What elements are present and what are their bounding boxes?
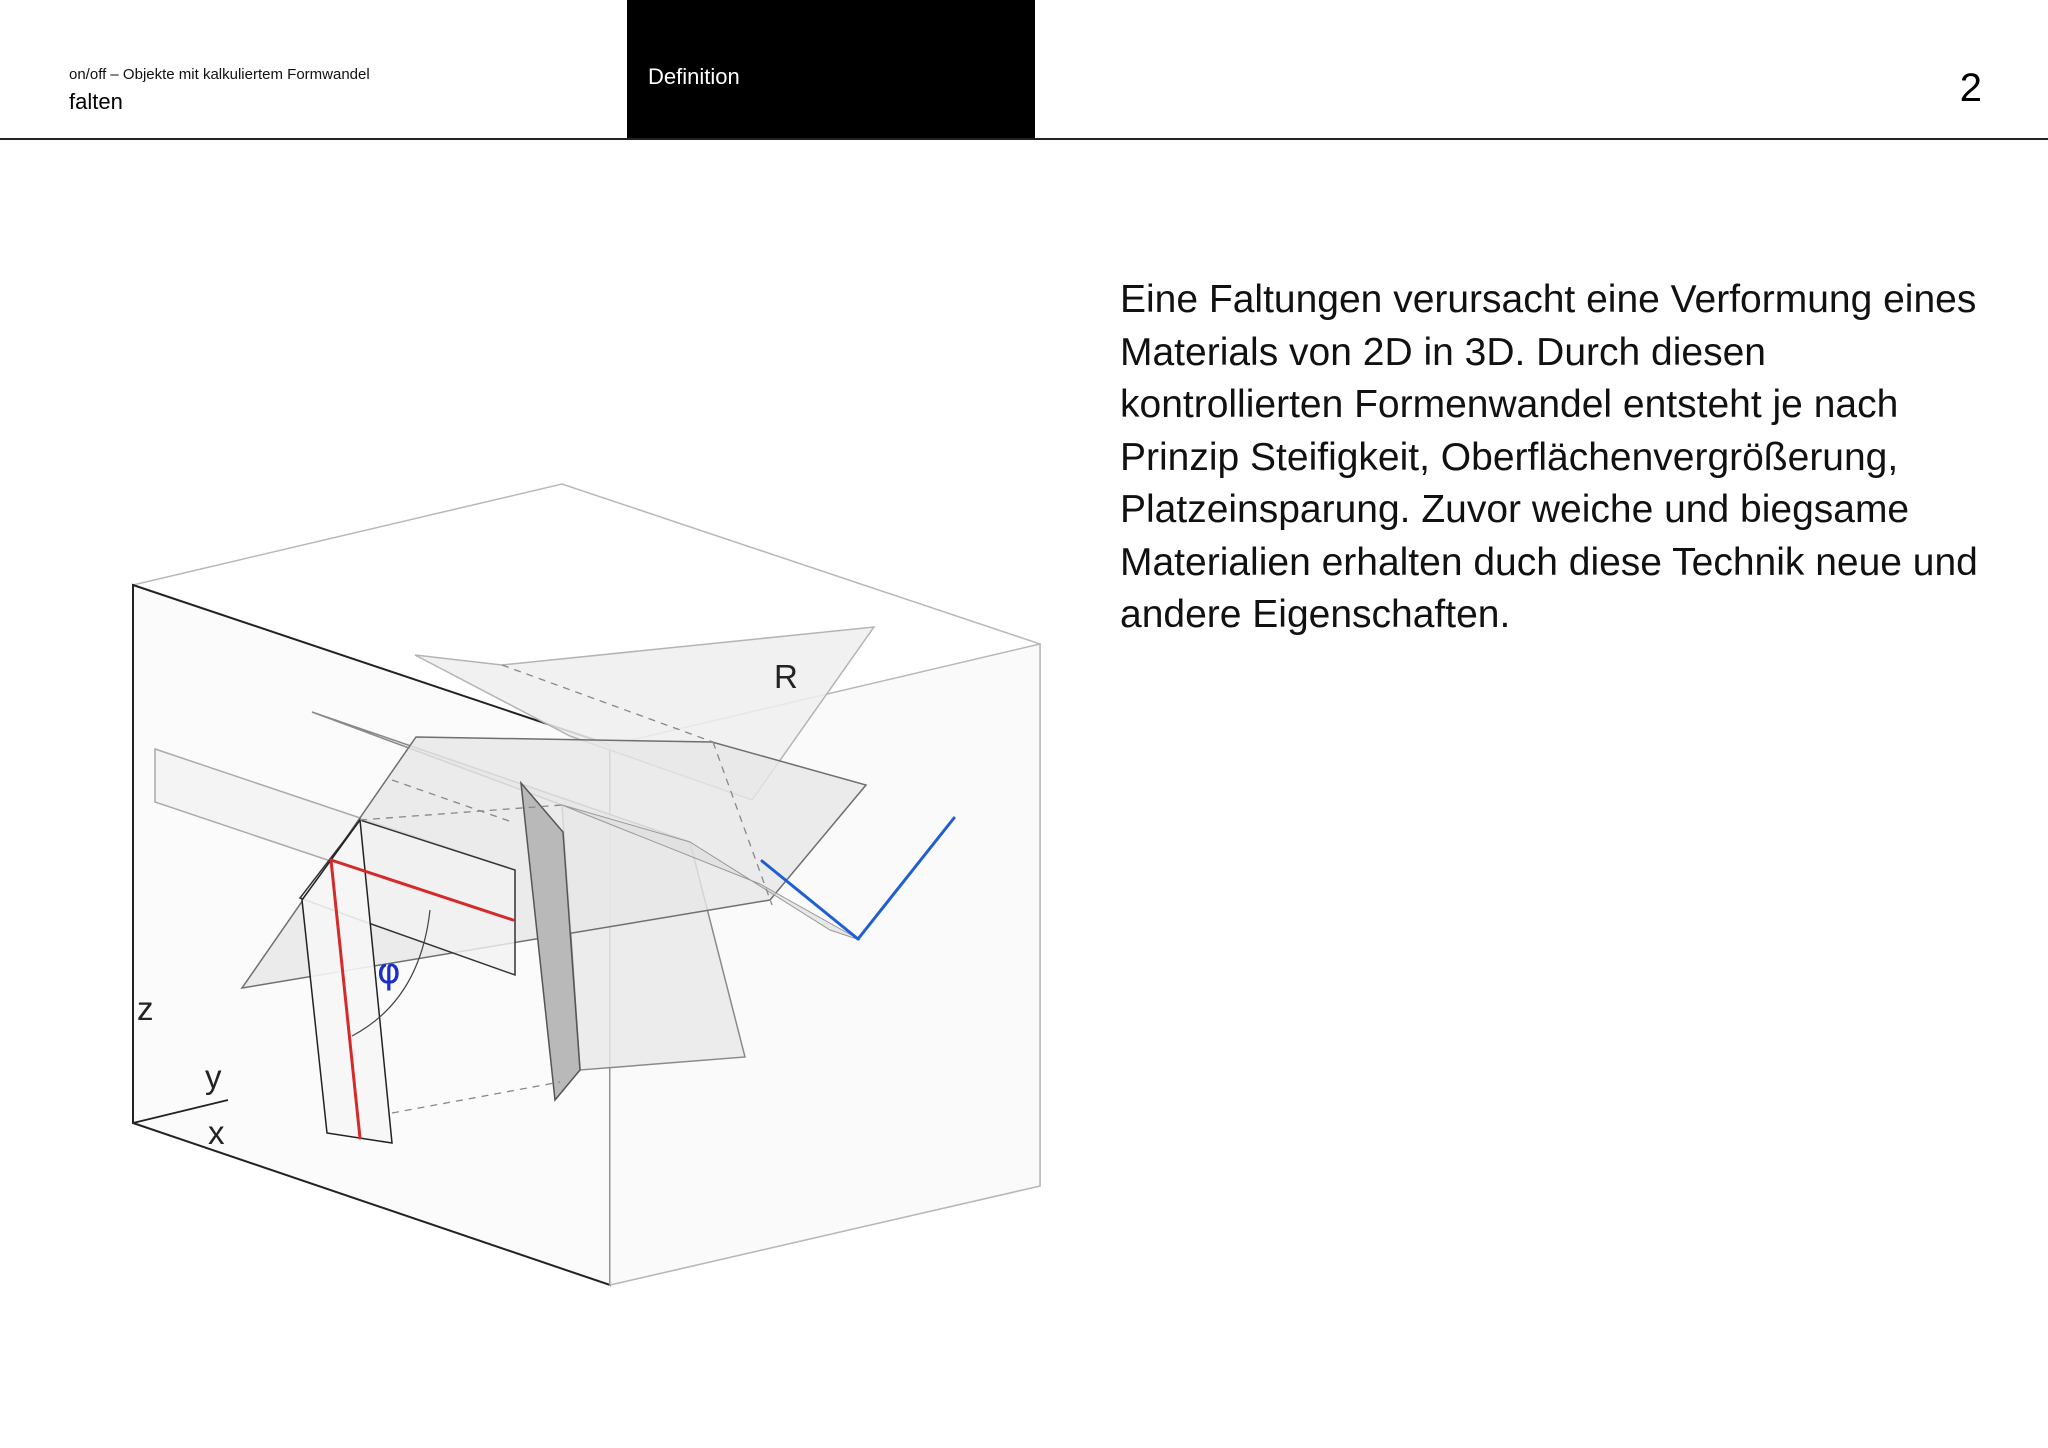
definition-paragraph: Eine Faltungen verursacht eine Verformung eines Materials von 2D in 3D. Durch diesen kontrollierten Formenwandel entsteht je nach Prinzip Steifigkeit, Oberflächenvergrößerung, Platzeinsparung. Zuvor weiche und biegsame Materialien erhalten duch diese Technik neue und andere Eigenschaften. (1120, 278, 1978, 636)
folding-diagram-svg (100, 470, 1060, 1320)
folding-diagram (100, 470, 1060, 1320)
page-header (0, 0, 2048, 140)
label-z: z (137, 990, 154, 1027)
label-phi: φ (377, 951, 401, 992)
document-subtitle: on/off – Objekte mit kalkuliertem Formwandel (69, 66, 370, 83)
page-number: 2 (1959, 66, 1982, 110)
label-y: y (205, 1058, 222, 1095)
document-title: falten (69, 89, 123, 114)
label-x: x (208, 1114, 225, 1151)
header-title-block (69, 66, 370, 116)
label-r: R (774, 658, 798, 695)
section-tab (627, 0, 1035, 138)
section-label: Definition (648, 64, 740, 89)
